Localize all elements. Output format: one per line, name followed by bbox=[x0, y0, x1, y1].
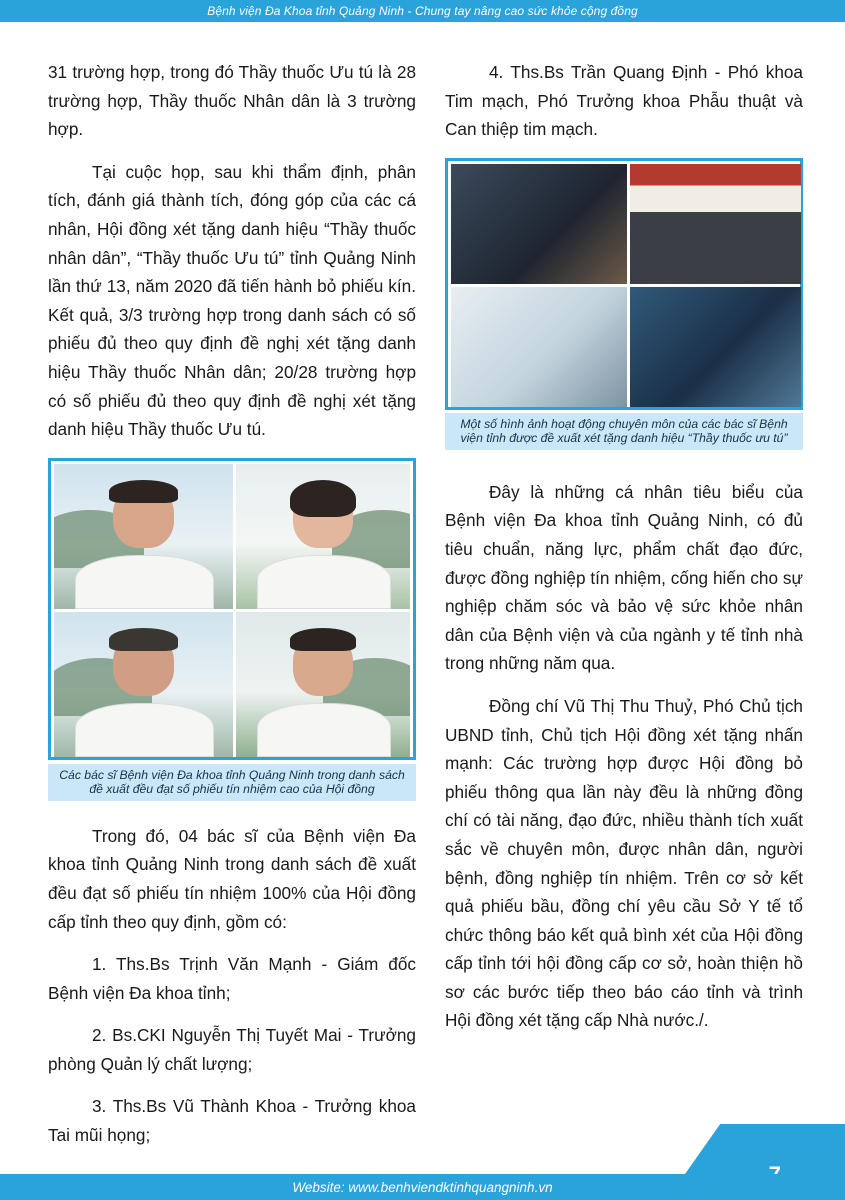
doctors-figure-caption: Các bác sĩ Bệnh viện Đa khoa tỉnh Quảng Ninh trong danh sách đề xuất đều đạt số phiếu tín nhiệm cao của Hội đồng bbox=[48, 764, 416, 801]
header-bar bbox=[0, 0, 845, 22]
meeting-hall-photo bbox=[630, 164, 801, 284]
list-item-4: 4. Ths.Bs Trần Quang Định - Phó khoa Tim mạch, Phó Trưởng khoa Phẫu thuật và Can thiệp tim mạch. bbox=[445, 62, 803, 140]
doctors-photo-frame bbox=[48, 458, 416, 760]
right-column bbox=[445, 58, 803, 1049]
doctor-portrait-4 bbox=[236, 612, 410, 757]
footer-website: Website: www.benhviendktinhquangninh.vn bbox=[292, 1179, 553, 1195]
doctors-figure bbox=[48, 458, 416, 820]
ent-examination-photo bbox=[451, 287, 627, 407]
list-item-3: 3. Ths.Bs Vũ Thành Khoa - Trưởng khoa Tai mũi họng; bbox=[48, 1096, 416, 1146]
cardiac-intervention-photo bbox=[630, 287, 801, 407]
activities-photo-frame bbox=[445, 158, 803, 410]
left-paragraph-3: Trong đó, 04 bác sĩ của Bệnh viện Đa khoa tỉnh Quảng Ninh trong danh sách đề xuất đều đạt số phiếu tín nhiệm 100% của Hội đồng cấp tỉnh theo quy định, gồm có: bbox=[48, 825, 416, 932]
award-ceremony-photo bbox=[451, 164, 627, 284]
right-paragraph-2: Đồng chí Vũ Thị Thu Thuỷ, Phó Chủ tịch UBND tỉnh, Chủ tịch Hội đồng xét tặng nhấn mạnh: Các trường hợp được Hội đồng bỏ phiếu thông qua lần này đều là những đồng chí có tài năng, đạo đức, nhiều thành tích xuất sắc về chuyên môn, được nhân dân, người bệnh, đồng nghiệp tín nhiệm. Trên cơ sở kết quả phiếu bầu, đồng chí yêu cầu Sở Y tế tổ chức thông báo kết quả bình xét của Hội đồng cấp tỉnh tới hội đồng cấp cơ sở, hoàn thiện hồ sơ các bước tiếp theo báo cáo tỉnh và trình Hội đồng xét tặng cấp Nhà nước./. bbox=[445, 695, 803, 1031]
page-number-tab bbox=[685, 1124, 845, 1174]
left-paragraph-1: 31 trường hợp, trong đó Thầy thuốc Ưu tú là 28 trường hợp, Thầy thuốc Nhân dân là 3 trường hợp. bbox=[48, 62, 416, 140]
left-paragraph-2: Tại cuộc họp, sau khi thẩm định, phân tích, đánh giá thành tích, đóng góp của các cá nhân, Hội đồng xét tặng danh hiệu “Thầy thuốc nhân dân”, “Thầy thuốc Ưu tú” tỉnh Quảng Ninh lần thứ 13, năm 2020 đã tiến hành bỏ phiếu kín. Kết quả, 3/3 trường hợp trong danh sách có số phiếu đủ theo quy định đề nghị xét tặng danh hiệu Thầy thuốc Nhân dân; 20/28 trường hợp có số phiếu đủ theo quy định đề nghị xét tặng danh hiệu Thầy thuốc Ưu tú. bbox=[48, 161, 416, 440]
footer-bar bbox=[0, 1174, 845, 1200]
header-title: Bệnh viện Đa Khoa tỉnh Quảng Ninh - Chung tay nâng cao sức khỏe cộng đồng bbox=[207, 4, 638, 18]
doctor-portrait-1 bbox=[54, 464, 233, 609]
activities-figure bbox=[445, 158, 803, 478]
activities-figure-caption: Một số hình ảnh hoạt động chuyên môn của các bác sĩ Bệnh viện tỉnh được đề xuất xét tặng danh hiệu “Thầy thuốc ưu tú” bbox=[445, 413, 803, 450]
list-item-1: 1. Ths.Bs Trịnh Văn Mạnh - Giám đốc Bệnh viện Đa khoa tỉnh; bbox=[48, 954, 416, 1003]
right-paragraph-1: Đây là những cá nhân tiêu biểu của Bệnh viện Đa khoa tỉnh Quảng Ninh, có đủ tiêu chuẩn, năng lực, phẩm chất đạo đức, được đồng nghiệp tín nhiệm, cống hiến cho sự nghiệp chăm sóc và bảo vệ sức khỏe nhân dân của Bệnh viện và của ngành y tế tỉnh nhà trong những năm qua. bbox=[445, 481, 803, 674]
list-item-2: 2. Bs.CKI Nguyễn Thị Tuyết Mai - Trưởng phòng Quản lý chất lượng; bbox=[48, 1025, 416, 1074]
doctor-portrait-2 bbox=[236, 464, 410, 609]
doctor-portrait-3 bbox=[54, 612, 233, 757]
left-column bbox=[48, 58, 416, 1164]
